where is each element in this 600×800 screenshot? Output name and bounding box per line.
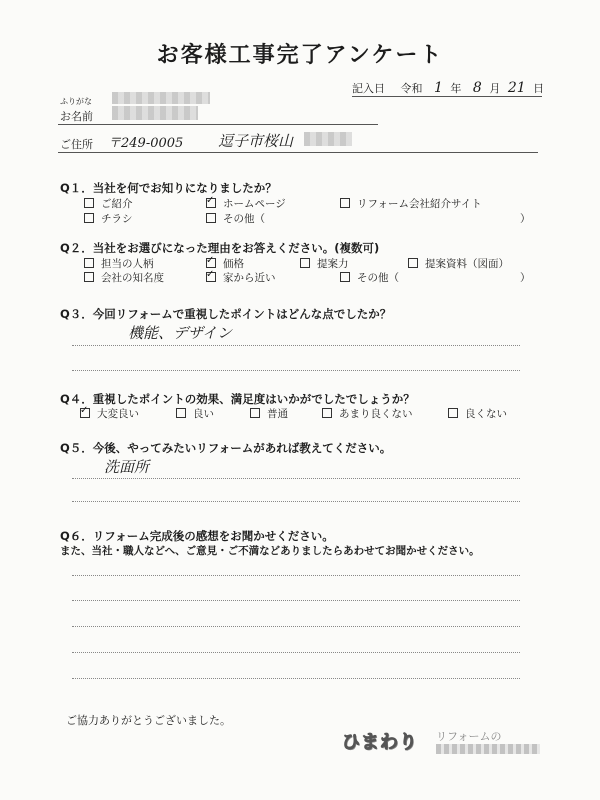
answer-line bbox=[72, 600, 520, 601]
checkbox[interactable] bbox=[300, 258, 310, 268]
q2-option-staff[interactable]: 担当の人柄 bbox=[84, 256, 154, 271]
q1-close-paren: ） bbox=[520, 213, 531, 225]
answer-line bbox=[72, 501, 520, 502]
address-label: ご住所 bbox=[60, 138, 93, 151]
q3-question: Q３．今回リフォームで重視したポイントはどんな点でしたか？ bbox=[60, 307, 392, 321]
q3-answer[interactable]: 機能、デザイン bbox=[128, 324, 232, 342]
answer-line bbox=[72, 678, 520, 679]
address-handwritten: 逗子市桜山 bbox=[218, 132, 294, 150]
q4-option-good[interactable]: 良い bbox=[176, 406, 214, 421]
checkbox[interactable] bbox=[84, 198, 94, 208]
q1-option-referral-site[interactable]: リフォーム会社紹介サイト bbox=[340, 196, 482, 211]
entry-date-label: 記入日 bbox=[352, 82, 385, 95]
q2-option-other[interactable]: その他（ bbox=[340, 270, 399, 285]
checkbox[interactable] bbox=[340, 198, 350, 208]
redacted-address bbox=[304, 132, 352, 146]
month-unit: 月 bbox=[489, 82, 501, 95]
answer-line bbox=[72, 652, 520, 653]
q5-answer[interactable]: 洗面所 bbox=[104, 458, 150, 476]
checkbox[interactable] bbox=[340, 272, 350, 282]
thanks-message: ご協力ありがとうございました。 bbox=[66, 714, 231, 727]
q4-option-not-so-good[interactable]: あまり良くない bbox=[322, 406, 413, 421]
q1-option-flyer[interactable]: チラシ bbox=[84, 211, 133, 226]
checkbox[interactable] bbox=[408, 258, 418, 268]
checkbox-checked[interactable] bbox=[206, 198, 216, 208]
checkbox-checked[interactable] bbox=[80, 408, 90, 418]
checkbox[interactable] bbox=[84, 272, 94, 282]
answer-line bbox=[72, 626, 520, 627]
entry-date bbox=[352, 80, 544, 96]
day-unit: 日 bbox=[533, 82, 545, 95]
answer-line bbox=[72, 345, 520, 346]
postal-code: 〒249-0005 bbox=[108, 136, 184, 151]
q1-question: Q１．当社を何でお知りになりましたか？ bbox=[60, 181, 277, 195]
q2-option-drawings[interactable]: 提案資料（図面） bbox=[408, 256, 509, 271]
furigana-label: ふりがな bbox=[60, 97, 92, 106]
date-month: 8 bbox=[472, 80, 482, 96]
q2-close-paren: ） bbox=[520, 272, 531, 284]
q4-option-average[interactable]: 普通 bbox=[250, 406, 288, 421]
q2-option-proposal[interactable]: 提案力 bbox=[300, 256, 349, 271]
date-underline bbox=[352, 96, 542, 97]
q6-question: Q６．リフォーム完成後の感想をお聞かせください。 bbox=[60, 529, 334, 543]
name-label: お名前 bbox=[60, 110, 93, 123]
era-label: 令和 bbox=[400, 82, 423, 95]
checkbox[interactable] bbox=[448, 408, 458, 418]
checkbox[interactable] bbox=[84, 258, 94, 268]
checkbox-checked[interactable] bbox=[206, 272, 216, 282]
redacted-furigana bbox=[112, 92, 210, 104]
survey-title: お客様工事完了アンケート bbox=[156, 43, 444, 68]
date-year: 1 bbox=[434, 80, 443, 96]
q1-option-homepage[interactable]: ✓ ホームページ bbox=[206, 196, 286, 211]
redacted-name bbox=[112, 106, 198, 120]
q2-question: Q２．当社をお選びになった理由をお答えください。(複数可) bbox=[60, 241, 380, 255]
logo-subtitle: リフォームの bbox=[436, 730, 502, 743]
address-underline bbox=[58, 152, 538, 153]
date-day: 21 bbox=[507, 80, 526, 96]
answer-line bbox=[72, 478, 520, 479]
q1-option-other[interactable]: その他（ bbox=[206, 211, 265, 226]
checkbox[interactable] bbox=[84, 213, 94, 223]
q2-option-price[interactable]: ✓ 価格 bbox=[206, 256, 244, 271]
q5-question: Q５．今後、やってみたいリフォームがあれば教えてください。 bbox=[60, 441, 392, 455]
q6-question-line2: また、当社・職人などへ、ご意見・ご不満などありましたらあわせてお聞かせください。 bbox=[60, 545, 480, 557]
checkbox[interactable] bbox=[322, 408, 332, 418]
checkbox-checked[interactable] bbox=[206, 258, 216, 268]
q4-option-bad[interactable]: 良くない bbox=[448, 406, 507, 421]
q1-option-referral[interactable]: ご紹介 bbox=[84, 196, 133, 211]
year-unit: 年 bbox=[450, 82, 462, 95]
q4-question: Q４．重視したポイントの効果、満足度はいかがでしたでしょうか？ bbox=[60, 392, 415, 406]
answer-line bbox=[72, 575, 520, 576]
checkbox[interactable] bbox=[206, 213, 216, 223]
q4-option-very-good[interactable]: ✓大変良い bbox=[80, 406, 139, 421]
logo-tagline-graphic bbox=[436, 744, 540, 754]
checkbox[interactable] bbox=[176, 408, 186, 418]
checkbox[interactable] bbox=[250, 408, 260, 418]
company-logo: ひまわり bbox=[342, 732, 418, 753]
name-underline bbox=[58, 124, 378, 125]
answer-line bbox=[72, 370, 520, 371]
q2-option-reputation[interactable]: 会社の知名度 bbox=[84, 270, 164, 285]
q2-option-nearby[interactable]: ✓ 家から近い bbox=[206, 270, 276, 285]
